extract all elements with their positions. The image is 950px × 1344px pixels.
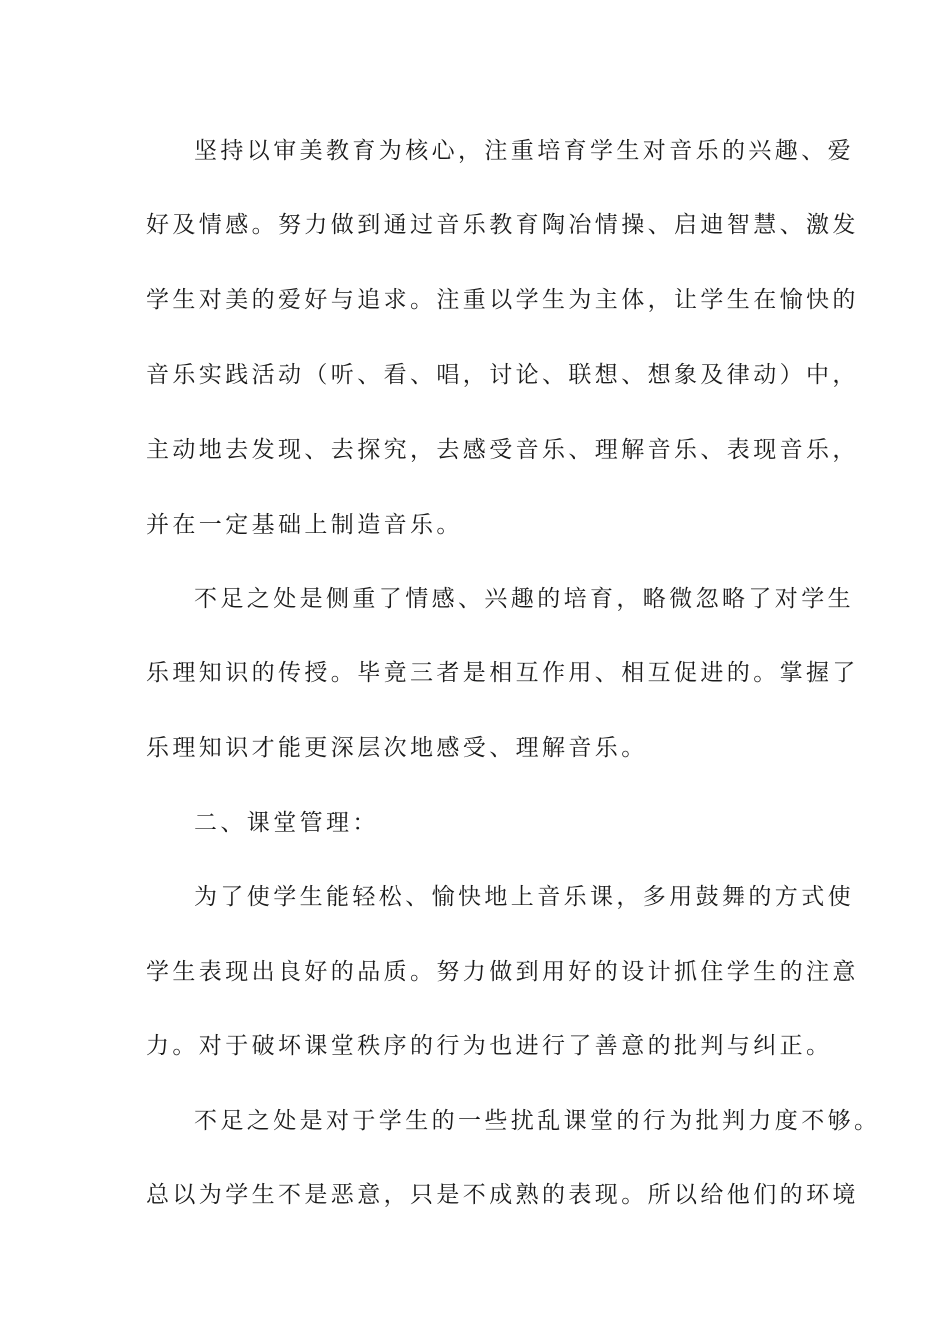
paragraph-line: 音乐实践活动（听、看、唱，讨论、联想、想象及律动）中， xyxy=(146,362,859,388)
paragraph-line: 力。对于破坏课堂秩序的行为也进行了善意的批判与纠正。 xyxy=(146,1033,833,1059)
paragraph-line: 主动地去发现、去探究，去感受音乐、理解音乐、表现音乐， xyxy=(146,437,859,463)
paragraph-line: 好及情感。努力做到通过音乐教育陶冶情操、启迪智慧、激发 xyxy=(146,212,859,238)
section-heading: 二、课堂管理： xyxy=(194,810,379,836)
paragraph-line: 为了使学生能轻松、愉快地上音乐课，多用鼓舞的方式使 xyxy=(194,884,854,910)
paragraph-line: 乐理知识才能更深层次地感受、理解音乐。 xyxy=(146,735,648,761)
paragraph-line: 学生对美的爱好与追求。注重以学生为主体，让学生在愉快的 xyxy=(146,287,859,313)
paragraph-line: 不足之处是侧重了情感、兴趣的培育，略微忽略了对学生 xyxy=(194,586,854,612)
paragraph-line: 学生表现出良好的品质。努力做到用好的设计抓住学生的注意 xyxy=(146,959,859,985)
paragraph-line: 并在一定基础上制造音乐。 xyxy=(146,512,463,538)
paragraph-line: 不足之处是对于学生的一些扰乱课堂的行为批判力度不够。 xyxy=(194,1108,881,1134)
paragraph-line: 总以为学生不是恶意，只是不成熟的表现。所以给他们的环境 xyxy=(146,1182,859,1208)
paragraph-line: 乐理知识的传授。毕竟三者是相互作用、相互促进的。掌握了 xyxy=(146,660,859,686)
paragraph-line: 坚持以审美教育为核心，注重培育学生对音乐的兴趣、爱 xyxy=(194,138,854,164)
